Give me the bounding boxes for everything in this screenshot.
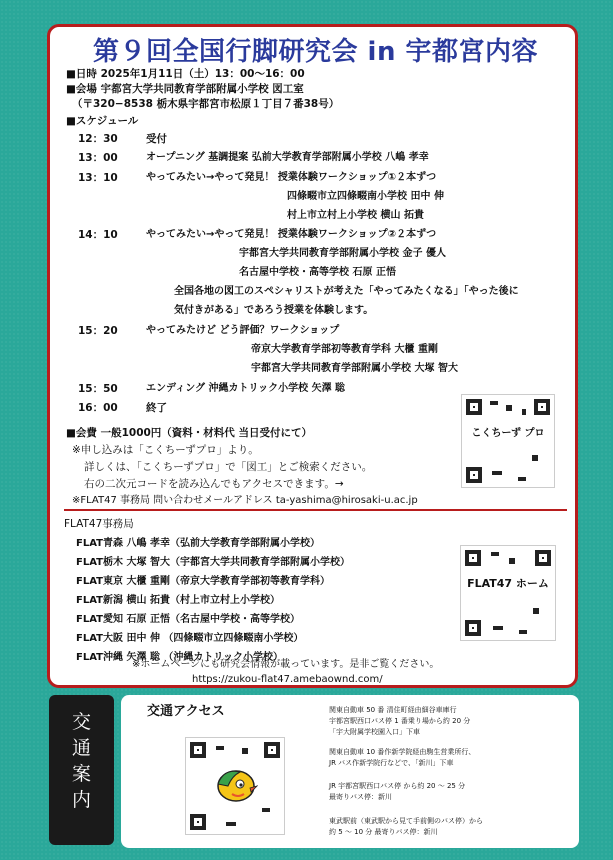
access-tab-char: 通 bbox=[71, 737, 91, 759]
access-tab-char: 交 bbox=[71, 711, 91, 733]
schedule-description: 全国各地の図工のスペシャリストが考えた「やってみたくなる」「やった後に bbox=[174, 286, 519, 297]
access-route-line: 「宇大附属学校園入口」下車 bbox=[329, 728, 420, 736]
access-tab bbox=[49, 695, 114, 845]
registration-note: 詳しくは、「こくちーずプロ」で「図工」とご検索ください。 bbox=[84, 461, 373, 473]
office-member: FLAT青森 八嶋 孝幸（弘前大学教育学部附属小学校） bbox=[76, 538, 320, 549]
schedule-presenter: 宇都宮大学共同教育学部附属小学校 金子 優人 bbox=[239, 248, 446, 259]
event-card bbox=[47, 24, 578, 688]
schedule-description: 気付きがある」であろう授業を体験します。 bbox=[174, 305, 374, 316]
schedule-time: 13：10 bbox=[78, 172, 118, 184]
qr-finder-icon bbox=[264, 742, 280, 758]
access-tab-char: 内 bbox=[71, 789, 91, 811]
access-route-line: JR 宇都宮駅西口バス停 から約 20 〜 25 分 bbox=[329, 782, 466, 790]
schedule-time: 15：50 bbox=[78, 383, 118, 395]
schedule-text: やってみたい→やって発見！ 授業体験ワークショップ②２本ずつ bbox=[146, 229, 437, 240]
contact-email[interactable]: ※FLAT47 事務局 問い合わせメールアドレス ta-yashima@hirosaki-u.ac.jp bbox=[72, 495, 418, 506]
office-heading: FLAT47事務局 bbox=[64, 518, 134, 530]
homepage-notice: ※ホームページにも研究会情報が載っています。是非ご覧ください。 bbox=[132, 659, 440, 670]
access-route-line: JR バス作新学院行などで、「新川」下車 bbox=[329, 759, 454, 767]
qr-finder-icon bbox=[466, 467, 482, 483]
schedule-time: 12：30 bbox=[78, 133, 118, 145]
schedule-presenter: 帝京大学教育学部初等教育学科 大櫃 重剛 bbox=[251, 344, 438, 355]
qr-finder-icon bbox=[190, 742, 206, 758]
schedule-text: やってみたけど どう評価？ワークショップ bbox=[146, 325, 340, 336]
qr-code-kokuchi[interactable] bbox=[461, 394, 555, 488]
homepage-url[interactable]: https://zukou-flat47.amebaownd.com/ bbox=[192, 674, 383, 685]
qr-finder-icon bbox=[466, 399, 482, 415]
office-member: FLAT新潟 横山 拓貴（村上市立村上小学校） bbox=[76, 595, 280, 606]
office-member: FLAT沖縄 矢澤 聡 （沖縄カトリック小学校） bbox=[76, 652, 284, 663]
section-divider bbox=[64, 509, 567, 511]
registration-note: 右の二次元コードを読み込んでもアクセスできます。→ bbox=[84, 478, 344, 490]
access-heading: 交通アクセス bbox=[147, 704, 225, 719]
page-title: 第９回全国行脚研究会 in 宇都宮内容 bbox=[92, 37, 539, 67]
access-route-line: 関東自動車 50 番 清住町経由細谷車庫行 bbox=[329, 706, 457, 714]
qr-label: FLAT47 ホーム bbox=[467, 577, 549, 590]
schedule-text: やってみたい→やって発見！ 授業体験ワークショップ①２本ずつ bbox=[146, 172, 437, 183]
access-panel bbox=[121, 695, 579, 848]
qr-code-access-map[interactable] bbox=[185, 737, 285, 835]
schedule-time: 15：20 bbox=[78, 325, 118, 337]
office-member: FLAT大阪 田中 伸 （四條畷市立四條畷南小学校） bbox=[76, 633, 304, 644]
schedule-text: 受付 bbox=[146, 133, 167, 145]
schedule-text: エンディング 沖縄カトリック小学校 矢澤 聡 bbox=[146, 383, 346, 394]
access-route-line: 関東自動車 10 番作新学院経由駒生営業所行、 bbox=[329, 748, 476, 756]
access-route-line: 約 5 〜 10 分 最寄りバス停：新川 bbox=[329, 828, 438, 836]
office-member: FLAT東京 大櫃 重剛（帝京大学教育学部初等教育学科） bbox=[76, 576, 330, 587]
event-venue: ■会場 宇都宮大学共同教育学部附属小学校 図工室 bbox=[66, 83, 304, 95]
schedule-heading: ■スケジュール bbox=[66, 115, 139, 127]
registration-note: ※申し込みは「こくちーずプロ」より。 bbox=[72, 444, 259, 456]
fee-line: ■会費 一般1000円（資料・材料代 当日受付にて） bbox=[66, 427, 312, 439]
office-member: FLAT愛知 石原 正悟（名古屋中学校・高等学校） bbox=[76, 614, 300, 625]
schedule-presenter: 宇都宮大学共同教育学部附属小学校 大塚 智大 bbox=[251, 363, 458, 374]
schedule-text: オープニング 基調提案 弘前大学教育学部附属小学校 八嶋 孝幸 bbox=[146, 152, 429, 163]
schedule-time: 14：10 bbox=[78, 229, 118, 241]
qr-code-home[interactable] bbox=[460, 545, 556, 641]
schedule-text: 終了 bbox=[146, 402, 167, 414]
qr-finder-icon bbox=[190, 814, 206, 830]
qr-finder-icon bbox=[465, 550, 481, 566]
access-route-line: 東武駅前（東武駅から見て手前側のバス停）から bbox=[329, 817, 483, 825]
office-member: FLAT栃木 大塚 智大（宇都宮大学共同教育学部附属小学校） bbox=[76, 557, 350, 568]
qr-finder-icon bbox=[534, 399, 550, 415]
schedule-time: 16：00 bbox=[78, 402, 118, 414]
event-address: （〒320−8538 栃木県宇都宮市松原１丁目７番38号） bbox=[72, 98, 340, 110]
event-date: ■日時 2025年1月11日（土）13：00〜16：00 bbox=[66, 68, 305, 80]
qr-finder-icon bbox=[535, 550, 551, 566]
schedule-presenter: 四條畷市立四條畷南小学校 田中 伸 bbox=[287, 191, 444, 202]
schedule-presenter: 名古屋中学校・高等学校 石原 正悟 bbox=[239, 267, 396, 278]
schedule-time: 13：00 bbox=[78, 152, 118, 164]
access-tab-char: 案 bbox=[71, 763, 91, 785]
schedule-presenter: 村上市立村上小学校 横山 拓貴 bbox=[287, 210, 424, 221]
qr-label: こくちーず プロ bbox=[471, 428, 545, 439]
qr-finder-icon bbox=[465, 620, 481, 636]
mascot-icon bbox=[214, 764, 258, 804]
access-route-line: 最寄りバス停：新川 bbox=[329, 793, 392, 801]
access-route-line: 宇都宮駅西口バス停 1 番乗り場から約 20 分 bbox=[329, 717, 471, 725]
